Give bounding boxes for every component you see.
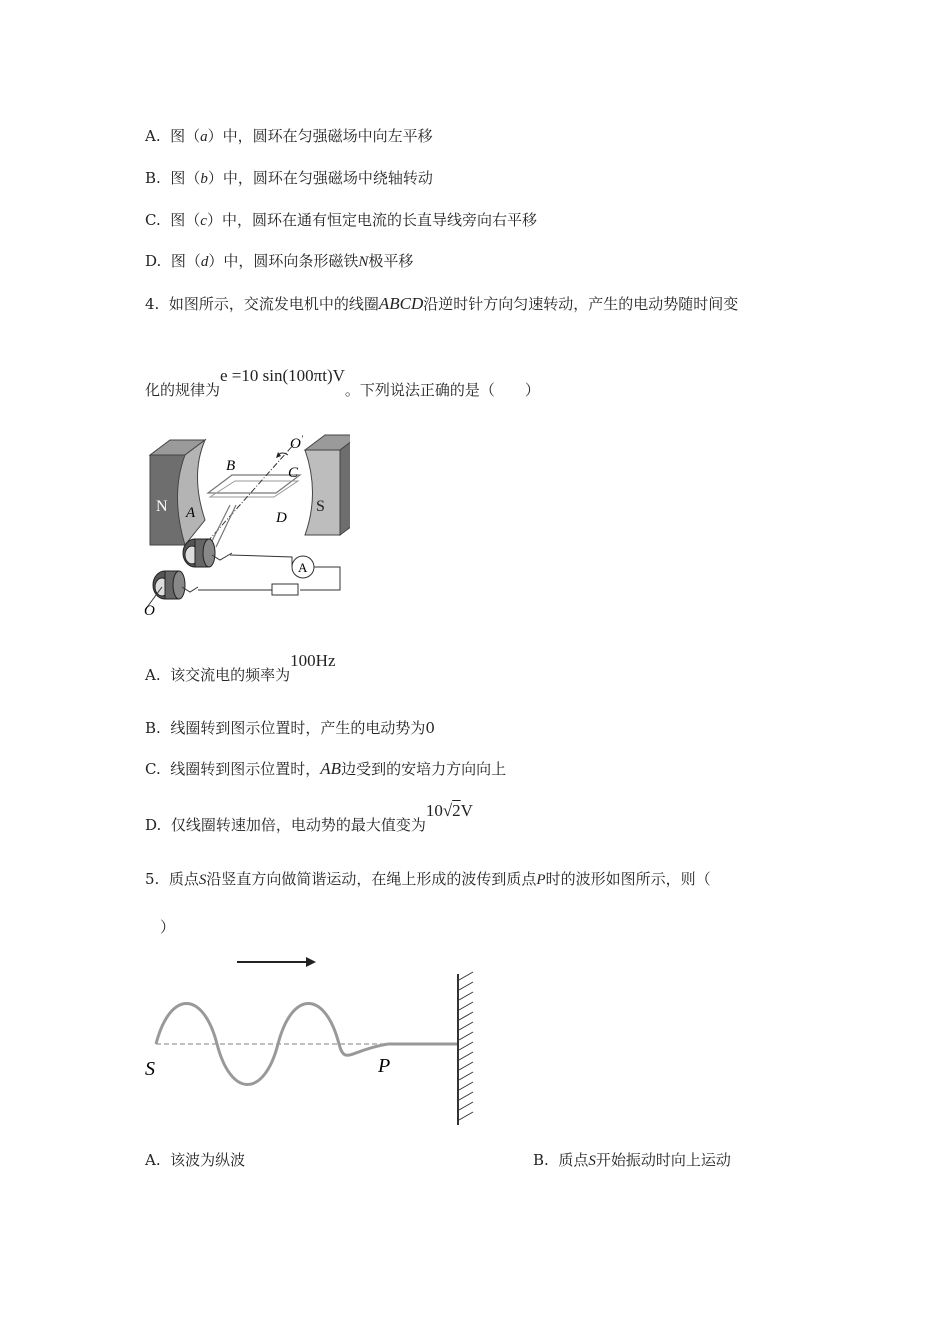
q5-stem-close: ） xyxy=(160,918,176,936)
q5-option-b: B. 质点S开始振动时向上运动 xyxy=(533,1151,731,1169)
label-d: D xyxy=(276,510,287,526)
propagation-arrow xyxy=(306,957,316,967)
q3-option-d: D. 图（d）中，圆环向条形磁铁N极平移 xyxy=(145,252,414,270)
q4-option-a: A. 该交流电的频率为100Hz xyxy=(145,651,336,684)
label-o-prime: O′ xyxy=(290,434,303,452)
label-o: O xyxy=(144,603,155,619)
q5-stem: 5. 质点S沿竖直方向做简谐运动，在绳上形成的波传到质点P时的波形如图所示，则（ xyxy=(145,870,711,888)
q4-option-c: C. 线圈转到图示位置时，AB边受到的安培力方向向上 xyxy=(145,759,507,778)
q4-option-d: D. 仅线圈转速加倍，电动势的最大值变为10√2V xyxy=(145,801,473,834)
q4-formula: e =10 sin(100πt)V xyxy=(220,366,345,385)
generator-figure xyxy=(140,425,350,620)
pole-s-label: S xyxy=(316,498,325,515)
wave-figure xyxy=(140,950,480,1130)
q4-option-b: B. 线圈转到图示位置时，产生的电动势为0 xyxy=(145,719,435,737)
pole-n-label: N xyxy=(156,498,168,515)
q5-option-a: A. 该波为纵波 xyxy=(145,1151,246,1169)
label-s: S xyxy=(145,1058,155,1080)
label-a: A xyxy=(186,505,196,521)
label-p: P xyxy=(378,1055,391,1077)
label-b: B xyxy=(226,458,236,474)
q4-stem-line2: 化的规律为e =10 sin(100πt)V。下列说法正确的是（ ） xyxy=(145,366,540,399)
q3-option-a: A. 图（a）中，圆环在匀强磁场中向左平移 xyxy=(145,127,433,145)
q3-option-c: C. 图（c）中，圆环在通有恒定电流的长直导线旁向右平移 xyxy=(145,211,537,229)
ammeter-label: A xyxy=(298,560,308,575)
label-c: C xyxy=(288,465,299,481)
q4-stem: 4. 如图所示，交流发电机中的线圈ABCD沿逆时针方向匀速转动，产生的电动势随时间变 xyxy=(145,294,739,313)
q3-option-b: B. 图（b）中，圆环在匀强磁场中绕轴转动 xyxy=(145,169,433,187)
